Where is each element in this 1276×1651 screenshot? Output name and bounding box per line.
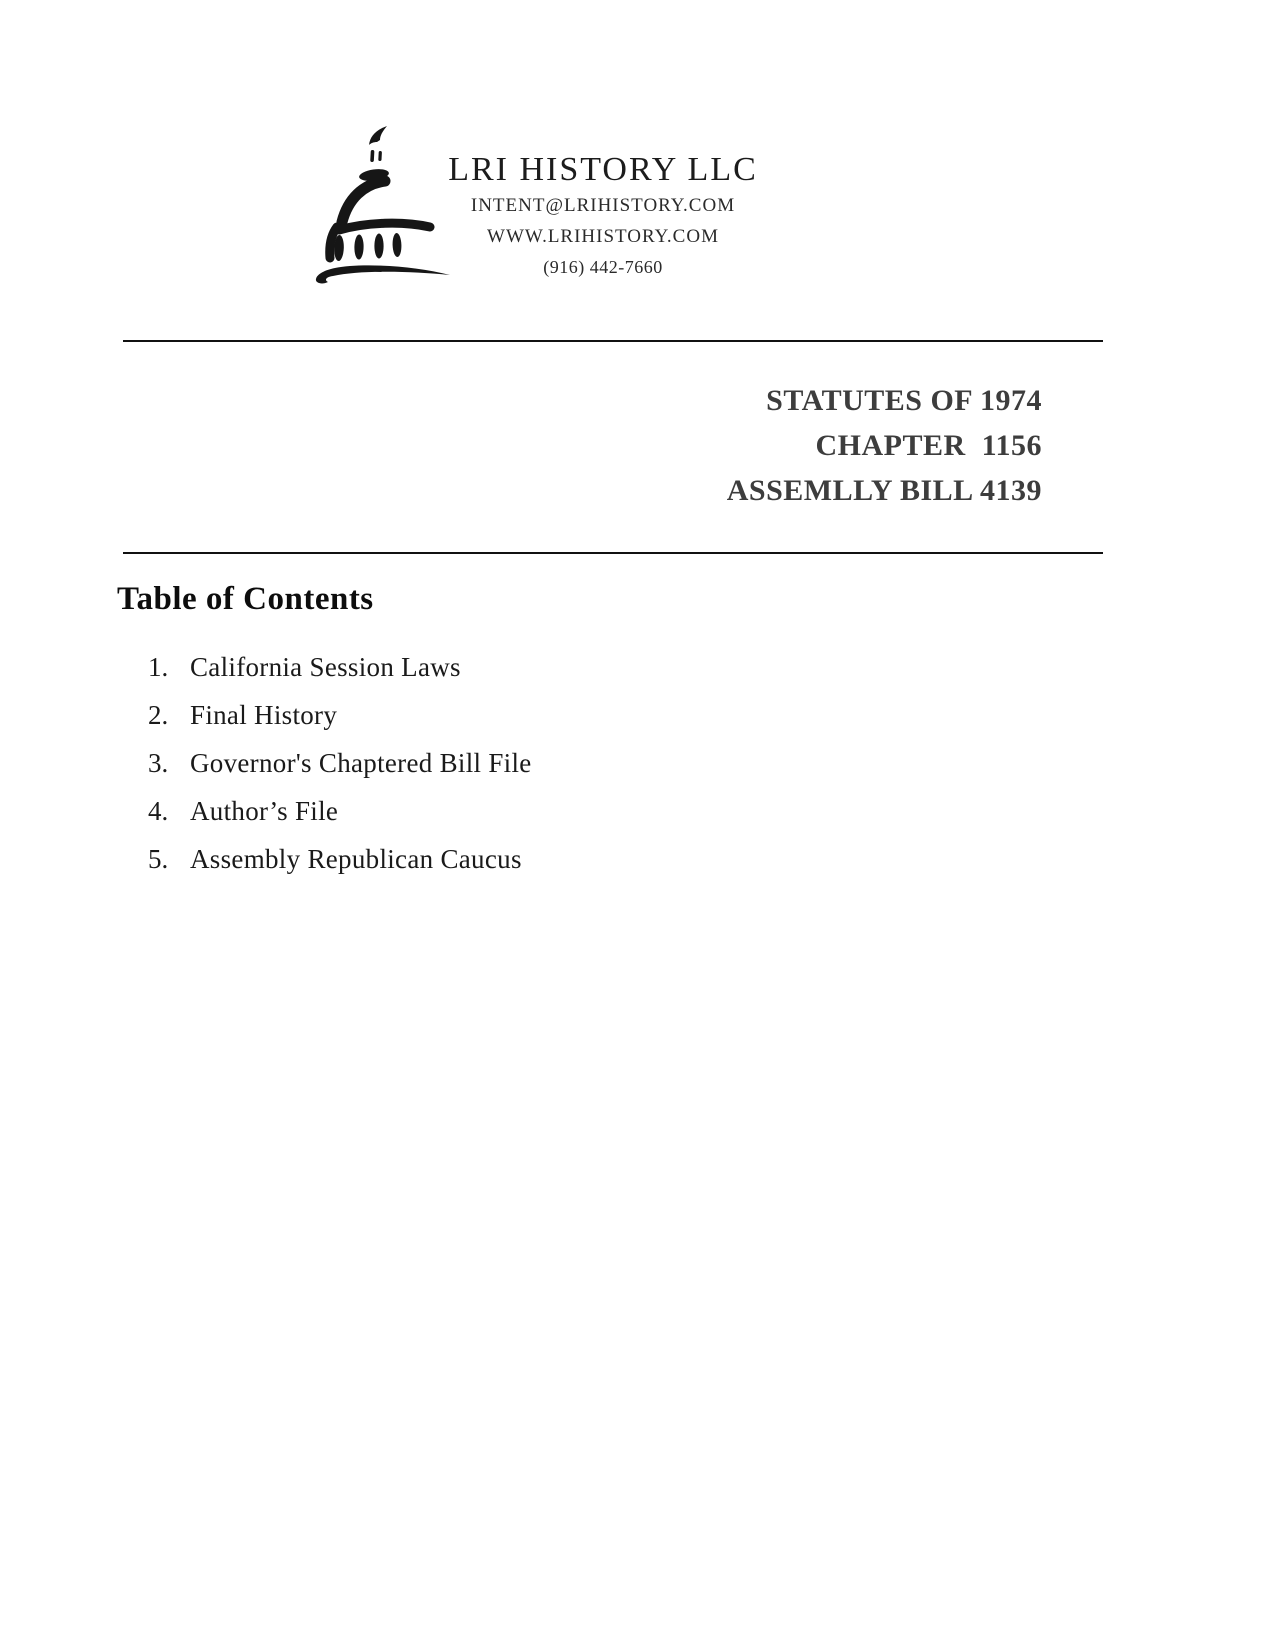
toc-item-label: Governor's Chaptered Bill File bbox=[190, 748, 532, 778]
toc-heading: Table of Contents bbox=[117, 581, 374, 617]
toc-item-label: California Session Laws bbox=[190, 652, 461, 682]
toc-item bbox=[148, 748, 848, 796]
toc-list bbox=[148, 652, 848, 892]
toc-item bbox=[148, 796, 848, 844]
horizontal-rule-top bbox=[123, 340, 1103, 342]
toc-item-number: 3. bbox=[148, 748, 169, 778]
toc-item bbox=[148, 652, 848, 700]
toc-item-label: Final History bbox=[190, 700, 338, 730]
company-email: INTENT@LRIHISTORY.COM bbox=[470, 195, 736, 216]
toc-item-number: 2. bbox=[148, 700, 169, 730]
company-website: WWW.LRIHISTORY.COM bbox=[487, 226, 719, 247]
horizontal-rule-bottom bbox=[123, 552, 1103, 554]
toc-item-label: Author’s File bbox=[190, 796, 339, 826]
chapter-line: CHAPTER 1156 bbox=[815, 429, 1042, 462]
statute-reference-block bbox=[727, 378, 1042, 513]
toc-item-number: 1. bbox=[148, 652, 169, 682]
company-phone: (916) 442-7660 bbox=[543, 257, 663, 277]
toc-item bbox=[148, 700, 848, 748]
toc-item bbox=[148, 844, 848, 892]
company-name: LRI HISTORY LLC bbox=[448, 151, 758, 188]
toc-item-number: 4. bbox=[148, 796, 169, 826]
assembly-bill-line: ASSEMLLY BILL 4139 bbox=[726, 474, 1042, 507]
toc-item-label: Assembly Republican Caucus bbox=[190, 844, 522, 874]
toc-item-number: 5. bbox=[148, 844, 169, 874]
statutes-year-line: STATUTES OF 1974 bbox=[766, 384, 1042, 417]
letterhead bbox=[396, 150, 810, 283]
